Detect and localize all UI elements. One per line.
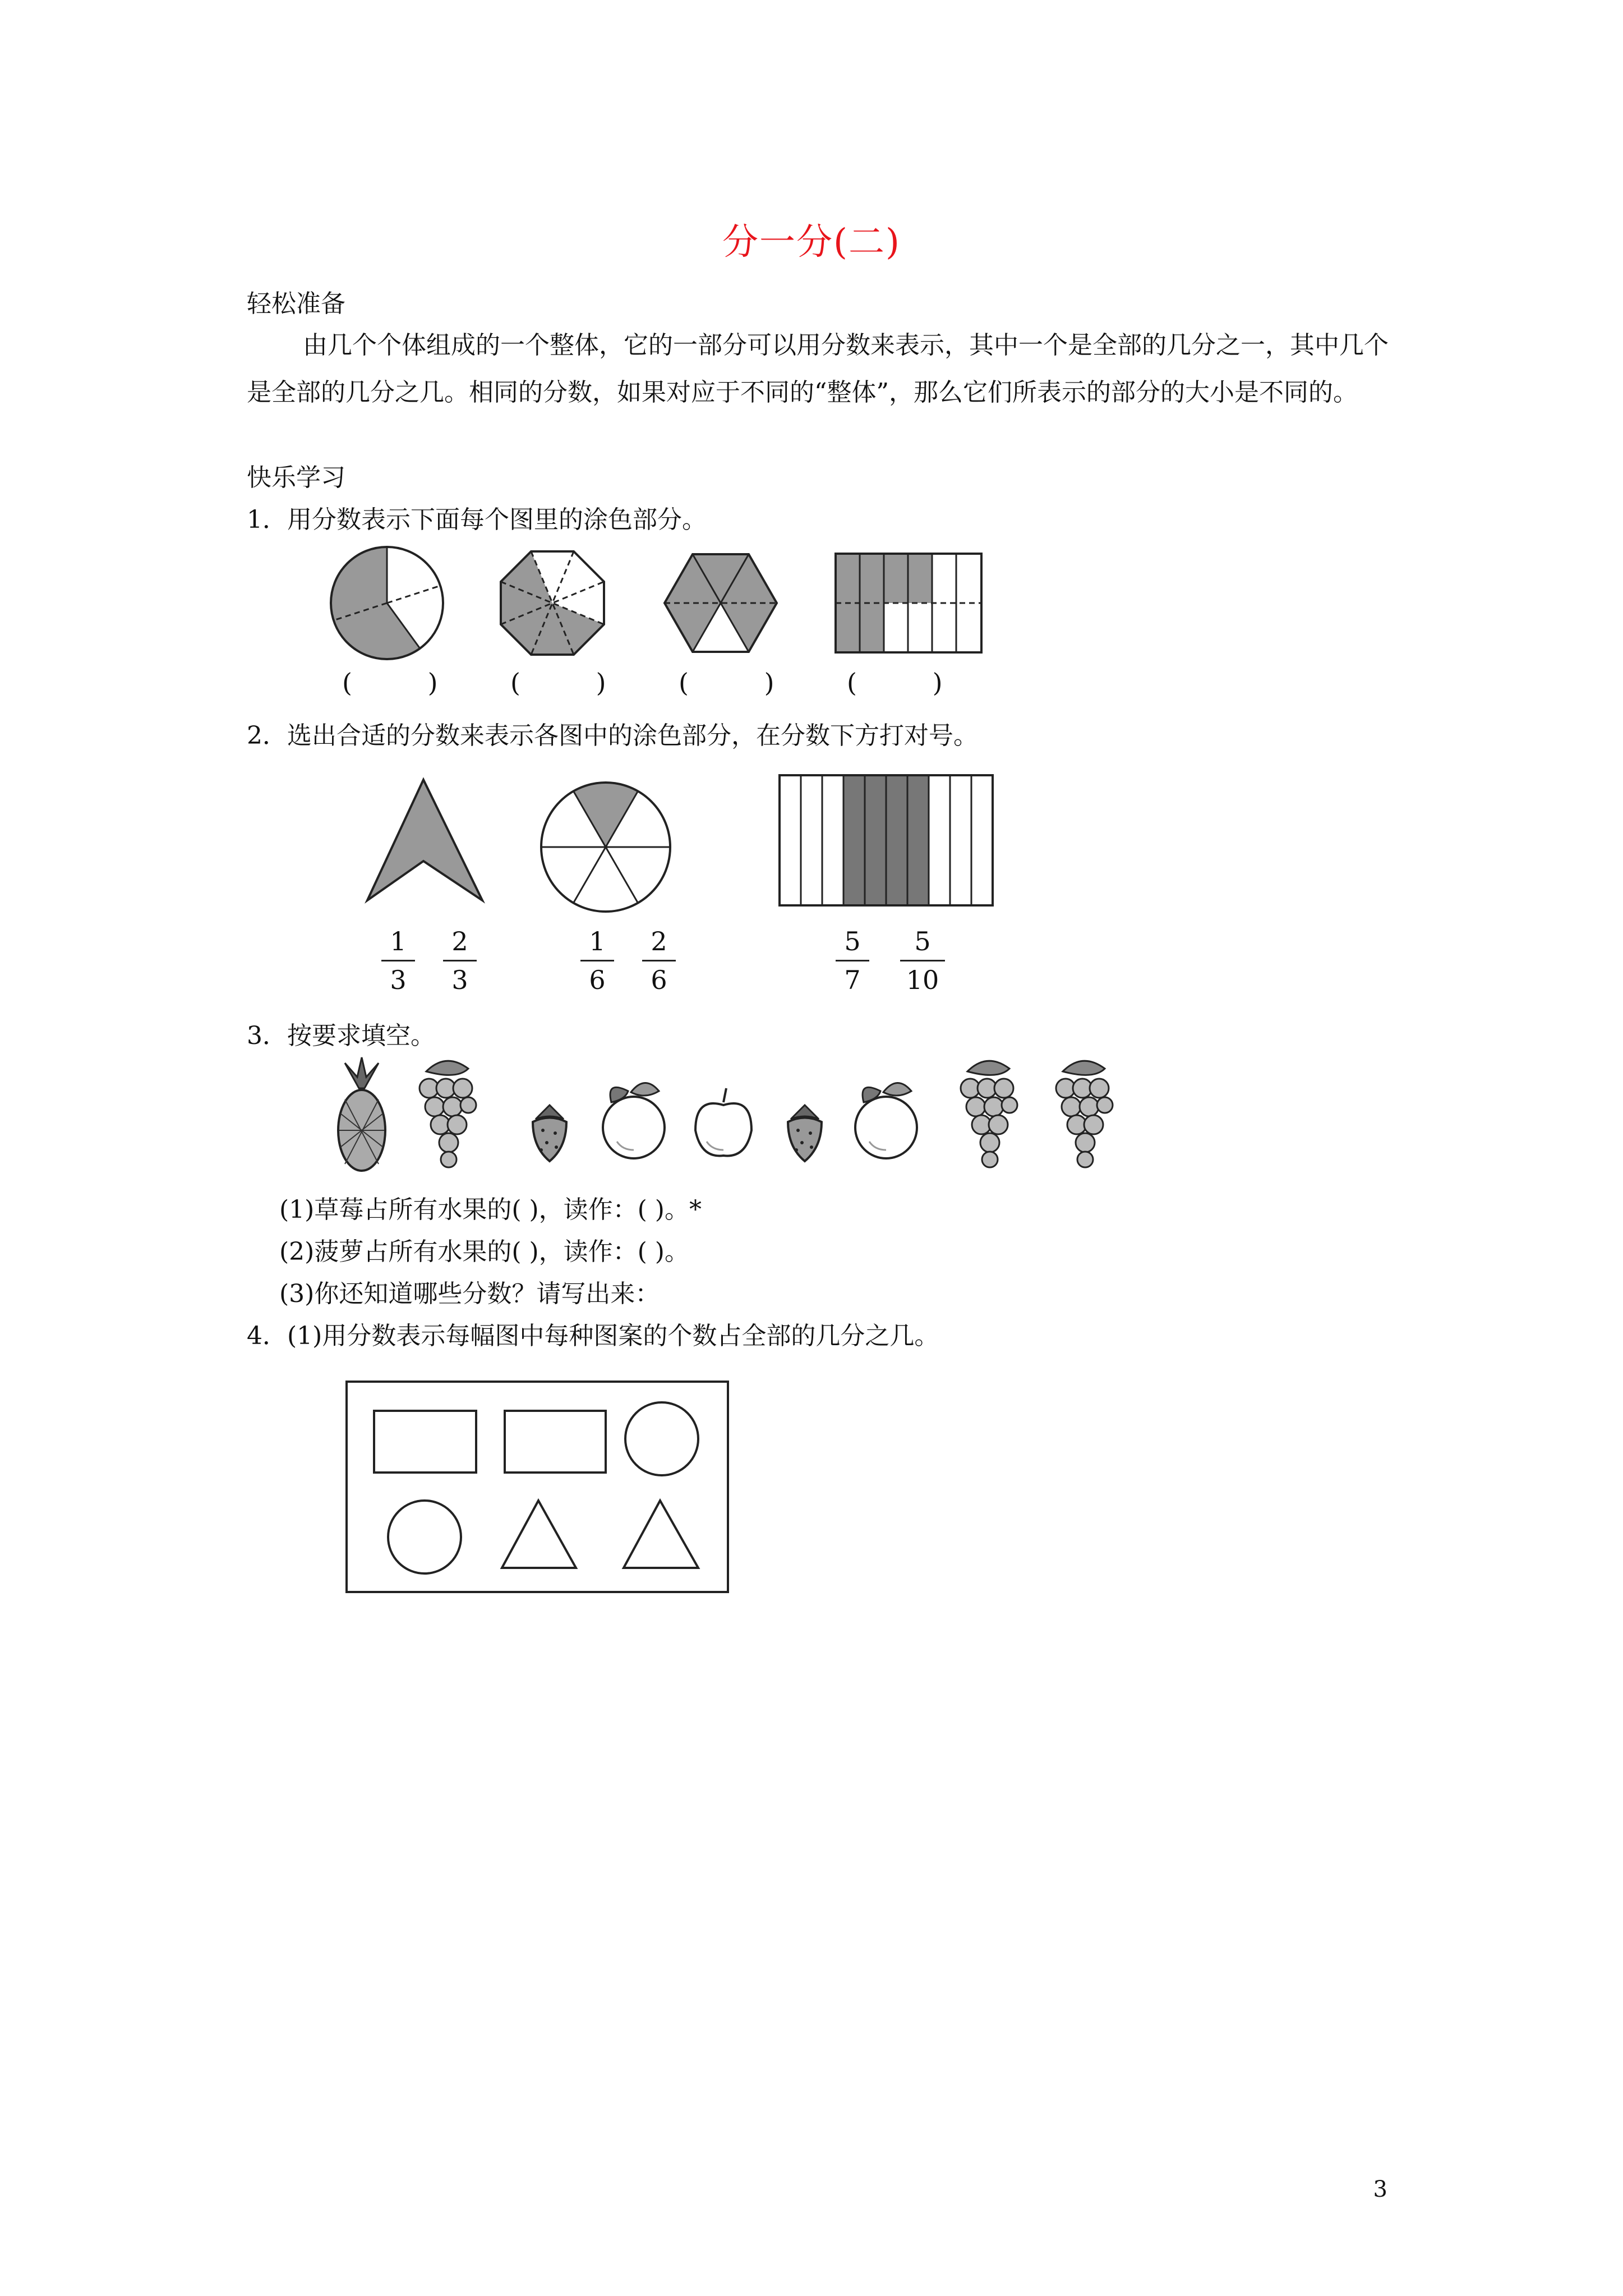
fraction-bar bbox=[580, 960, 614, 961]
triangle-shape bbox=[502, 1501, 576, 1568]
orange-icon bbox=[855, 1083, 917, 1158]
q1-shapes bbox=[325, 547, 998, 659]
question-3-item-3: (3)你还知道哪些分数？请写出来： bbox=[279, 1280, 660, 1308]
grapes-icon bbox=[1056, 1061, 1113, 1167]
q3-fruit-row bbox=[331, 1057, 1144, 1181]
apple-icon bbox=[695, 1088, 751, 1156]
fraction-denominator: 6 bbox=[651, 965, 667, 995]
question-1-text: 1．用分数表示下面每个图里的涂色部分。 bbox=[247, 505, 707, 534]
q1-hexagon-figure bbox=[665, 554, 777, 652]
question-3-item-2: (2)菠萝占所有水果的( )，读作：( )。 bbox=[279, 1237, 689, 1266]
q2-fraction-4[interactable] bbox=[642, 928, 676, 993]
fraction-denominator: 3 bbox=[451, 965, 468, 995]
fraction-numerator: 2 bbox=[651, 926, 667, 956]
fraction-numerator: 1 bbox=[390, 926, 407, 956]
strawberry-icon bbox=[788, 1105, 822, 1161]
fraction-bar bbox=[900, 960, 945, 961]
fraction-bar bbox=[381, 960, 415, 961]
fraction-bar bbox=[443, 960, 477, 961]
q2-striped-rectangle-figure bbox=[780, 775, 993, 905]
fraction-denominator: 7 bbox=[844, 965, 861, 995]
fraction-numerator: 5 bbox=[844, 926, 861, 956]
question-3-item-1: (1)草莓占所有水果的( )，读作：( )。* bbox=[279, 1195, 702, 1224]
fraction-denominator: 6 bbox=[589, 965, 606, 995]
q2-arrow-triangle-figure bbox=[367, 780, 482, 900]
q1-octagon-figure bbox=[501, 551, 604, 655]
circle-shape bbox=[625, 1402, 698, 1475]
q1-circle-figure bbox=[331, 547, 443, 659]
q1-answer-blank-3[interactable]: ( ) bbox=[679, 668, 808, 698]
pineapple-icon bbox=[338, 1057, 385, 1171]
q2-fraction-5[interactable] bbox=[836, 928, 869, 993]
rectangle-shape bbox=[374, 1411, 476, 1473]
q1-answer-blank-1[interactable]: ( ) bbox=[342, 668, 472, 698]
q4-shapes-figure bbox=[345, 1380, 732, 1596]
page-number: 3 bbox=[1373, 2177, 1387, 2202]
triangle-shape bbox=[624, 1501, 698, 1568]
q2-fraction-2[interactable] bbox=[443, 928, 477, 993]
question-4-text: 4．(1)用分数表示每幅图中每种图案的个数占全部的几分之几。 bbox=[247, 1322, 939, 1350]
prep-paragraph bbox=[247, 322, 1402, 416]
q2-circle-figure bbox=[541, 782, 670, 912]
circle-shape bbox=[388, 1501, 461, 1573]
question-3-text: 3．按要求填空。 bbox=[247, 1022, 435, 1050]
q2-shapes bbox=[365, 769, 1009, 920]
fraction-denominator: 10 bbox=[906, 965, 939, 995]
fraction-bar bbox=[836, 960, 869, 961]
grapes-icon bbox=[961, 1061, 1017, 1167]
learn-heading: 快乐学习 bbox=[247, 463, 345, 492]
grapes-icon bbox=[419, 1061, 476, 1167]
strawberry-icon bbox=[533, 1105, 566, 1161]
fraction-denominator: 3 bbox=[390, 965, 407, 995]
fraction-numerator: 2 bbox=[451, 926, 468, 956]
fraction-bar bbox=[642, 960, 676, 961]
q2-fraction-3[interactable] bbox=[580, 928, 614, 993]
q4-frame bbox=[347, 1382, 728, 1592]
q2-fraction-1[interactable] bbox=[381, 928, 415, 993]
q1-rectangle-figure bbox=[836, 554, 981, 652]
fraction-numerator: 5 bbox=[914, 926, 931, 956]
question-2-text: 2．选出合适的分数来表示各图中的涂色部分，在分数下方打对号。 bbox=[247, 721, 978, 750]
prep-text: 由几个个体组成的一个整体，它的一部分可以用分数来表示，其中一个是全部的几分之一，其中几个是全部的几分之几。相同的分数，如果对应于不同的“整体”，那么它们所表示的部分的大小是不同的。 bbox=[247, 331, 1389, 407]
orange-icon bbox=[603, 1083, 665, 1158]
fraction-numerator: 1 bbox=[589, 926, 606, 956]
q1-answer-blank-4[interactable]: ( ) bbox=[847, 668, 976, 698]
page-title: 分一分(二) bbox=[722, 222, 901, 263]
rectangle-shape bbox=[505, 1411, 606, 1473]
prep-heading: 轻松准备 bbox=[247, 289, 345, 318]
q1-answer-blank-2[interactable]: ( ) bbox=[510, 668, 640, 698]
q2-fraction-6[interactable] bbox=[900, 928, 945, 993]
